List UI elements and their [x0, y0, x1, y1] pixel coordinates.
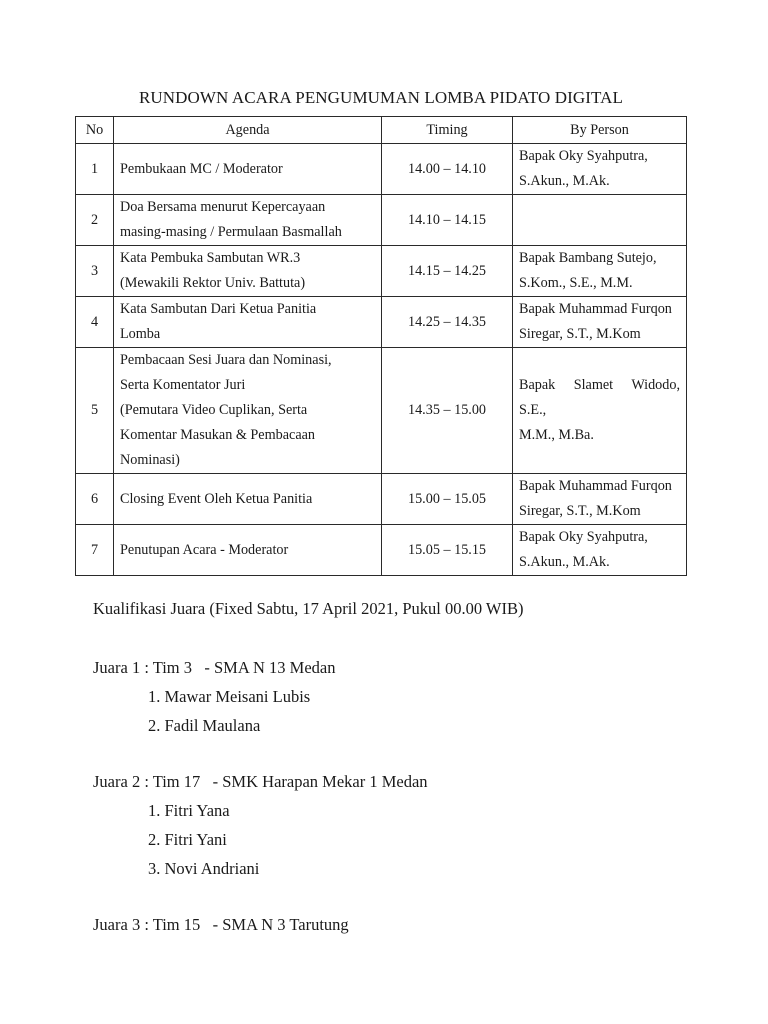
row-timing: 15.05 – 15.15 — [382, 525, 513, 576]
row-timing: 14.25 – 14.35 — [382, 297, 513, 348]
row-by-person: Bapak Muhammad Furqon Siregar, S.T., M.Kom — [513, 297, 687, 348]
winner-1-member: 2. Fadil Maulana — [148, 716, 261, 735]
qualification-heading: Kualifikasi Juara (Fixed Sabtu, 17 April 2021, Pukul 00.00 WIB) — [93, 599, 524, 618]
row-agenda: Penutupan Acara - Moderator — [114, 525, 382, 576]
row-no: 5 — [76, 348, 114, 474]
header-timing: Timing — [382, 117, 513, 144]
row-agenda: Closing Event Oleh Ketua Panitia — [114, 474, 382, 525]
header-no: No — [76, 117, 114, 144]
row-no: 3 — [76, 246, 114, 297]
table-row — [76, 525, 687, 576]
page-title: RUNDOWN ACARA PENGUMUMAN LOMBA PIDATO DIGITAL — [138, 88, 624, 107]
row-agenda: Pembukaan MC / Moderator — [114, 144, 382, 195]
header-agenda: Agenda — [114, 117, 382, 144]
table-row — [76, 195, 687, 246]
winner-1-member: 1. Mawar Meisani Lubis — [148, 687, 311, 706]
row-by-person — [513, 195, 687, 246]
row-no: 4 — [76, 297, 114, 348]
table-row — [76, 144, 687, 195]
table-row — [76, 297, 687, 348]
table-header-row — [76, 117, 687, 144]
row-by-person: Bapak Oky Syahputra, S.Akun., M.Ak. — [513, 525, 687, 576]
winner-2-member: 2. Fitri Yani — [148, 830, 227, 849]
winner-2-heading: Juara 2 : Tim 17 - SMK Harapan Mekar 1 Medan — [93, 772, 428, 791]
row-agenda: Pembacaan Sesi Juara dan Nominasi, Serta Komentator Juri (Pemutara Video Cuplikan, Serta Komentar Masukan & Pembacaan Nominasi) — [114, 348, 382, 474]
winner-1-heading: Juara 1 : Tim 3 - SMA N 13 Medan — [93, 658, 336, 677]
table-row — [76, 348, 687, 474]
winner-2-member: 1. Fitri Yana — [148, 801, 230, 820]
row-no: 1 — [76, 144, 114, 195]
row-by-person: Bapak Slamet Widodo, S.E., M.M., M.Ba. — [513, 348, 687, 474]
row-agenda: Doa Bersama menurut Kepercayaan masing-masing / Permulaan Basmallah — [114, 195, 382, 246]
row-timing: 14.00 – 14.10 — [382, 144, 513, 195]
header-by-person: By Person — [513, 117, 687, 144]
table-row — [76, 474, 687, 525]
row-no: 2 — [76, 195, 114, 246]
row-timing: 14.10 – 14.15 — [382, 195, 513, 246]
row-timing: 14.15 – 14.25 — [382, 246, 513, 297]
row-by-person: Bapak Oky Syahputra, S.Akun., M.Ak. — [513, 144, 687, 195]
row-timing: 15.00 – 15.05 — [382, 474, 513, 525]
row-agenda: Kata Pembuka Sambutan WR.3 (Mewakili Rektor Univ. Battuta) — [114, 246, 382, 297]
row-agenda: Kata Sambutan Dari Ketua Panitia Lomba — [114, 297, 382, 348]
row-no: 6 — [76, 474, 114, 525]
row-by-person: Bapak Bambang Sutejo, S.Kom., S.E., M.M. — [513, 246, 687, 297]
rundown-table — [75, 116, 687, 576]
winner-2-member: 3. Novi Andriani — [148, 859, 260, 878]
row-no: 7 — [76, 525, 114, 576]
row-by-person: Bapak Muhammad Furqon Siregar, S.T., M.Kom — [513, 474, 687, 525]
winner-3-heading: Juara 3 : Tim 15 - SMA N 3 Tarutung — [93, 915, 349, 934]
table-row — [76, 246, 687, 297]
row-timing: 14.35 – 15.00 — [382, 348, 513, 474]
